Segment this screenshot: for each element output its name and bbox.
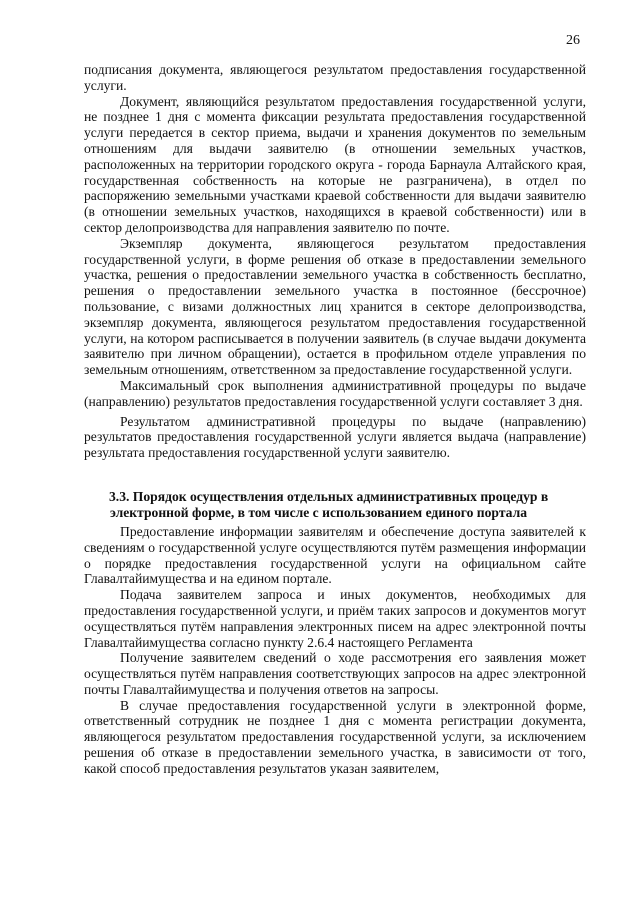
paragraph-continuation: подписания документа, являющегося результатом предоставления государственной услуги.: [84, 62, 586, 93]
paragraph-info-access: Предоставление информации заявителям и обеспечение доступа заявителей к сведениям о государственной услуге осуществляются путём размещения информации о порядке предоставления государственной услуги на официальном сайте Главалтайимущества и на едином портале.: [84, 523, 586, 587]
document-body: [84, 62, 586, 777]
paragraph-document-copy: Экземпляр документа, являющегося результатом предоставления государственной услуги, в форме решения об отказе в предоставлении земельного участка, решения о предоставлении земельного участка в собственность бесплатно, решения о предоставлении земельного участка в постоянное (бессрочное) пользование, с визами должностных лиц хранится в секторе делопроизводства, экземпляр документа, являющегося результатом предоставления государственной услуги, на котором расписывается в получении заявитель (в случае выдачи документа заявителю при личном обращении), остается в профильном отделе управления по земельным отношениям, ответственном за предоставление государственной услуги.: [84, 235, 586, 378]
paragraph-request-submission: Подача заявителем запроса и иных документов, необходимых для предоставления государственной услуги, и приём таких запросов и документов могут осуществляться путём направления электронных писем на адрес электронной почты Главалтайимущества согласно пункту 2.6.4 настоящего Регламента: [84, 587, 586, 650]
paragraph-max-term: Максимальный срок выполнения административной процедуры по выдаче (направлению) результатов предоставления государственной услуги составляет 3 дня.: [84, 377, 586, 409]
page-number: 26: [566, 33, 580, 48]
paragraph-procedure-result: Результатом административной процедуры по выдаче (направлению) результатов предоставления государственной услуги является выдача (направление) результата предоставления государственной услуги заявителю.: [84, 413, 586, 461]
paragraph-electronic-form: В случае предоставления государственной услуги в электронной форме, ответственный сотрудник не позднее 1 дня с момента регистрации документа, являющегося результатом предоставления государственной услуги, за исключением решения об отказе в предоставлении земельного участка, в зависимости от того, какой способ предоставления результатов указан заявителем,: [84, 697, 586, 776]
section-heading-3-3: 3.3. Порядок осуществления отдельных административных процедур в электронной форме, в том числе с использованием единого портала: [109, 488, 549, 521]
paragraph-status-info: Получение заявителем сведений о ходе рассмотрения его заявления может осуществляться путём направления соответствующих запросов на адрес электронной почты Главалтайимущества и получения ответов на запросы.: [84, 650, 586, 697]
paragraph-document-transfer: Документ, являющийся результатом предоставления государственной услуги, не позднее 1 дня с момента фиксации результата предоставления государственной услуги передается в сектор приема, выдачи и хранения документов по земельным отношениям для выдачи заявителю (в отношении земельных участков, расположенных на территории городского округа - города Барнаула Алтайского края, государственная собственность на которые не разграничена), в отдел по распоряжению земельными участками краевой собственности для выдачи заявителю (в отношении земельных участков, находящихся в краевой собственности) или в сектор делопроизводства для направления заявителю по почте.: [84, 93, 586, 235]
